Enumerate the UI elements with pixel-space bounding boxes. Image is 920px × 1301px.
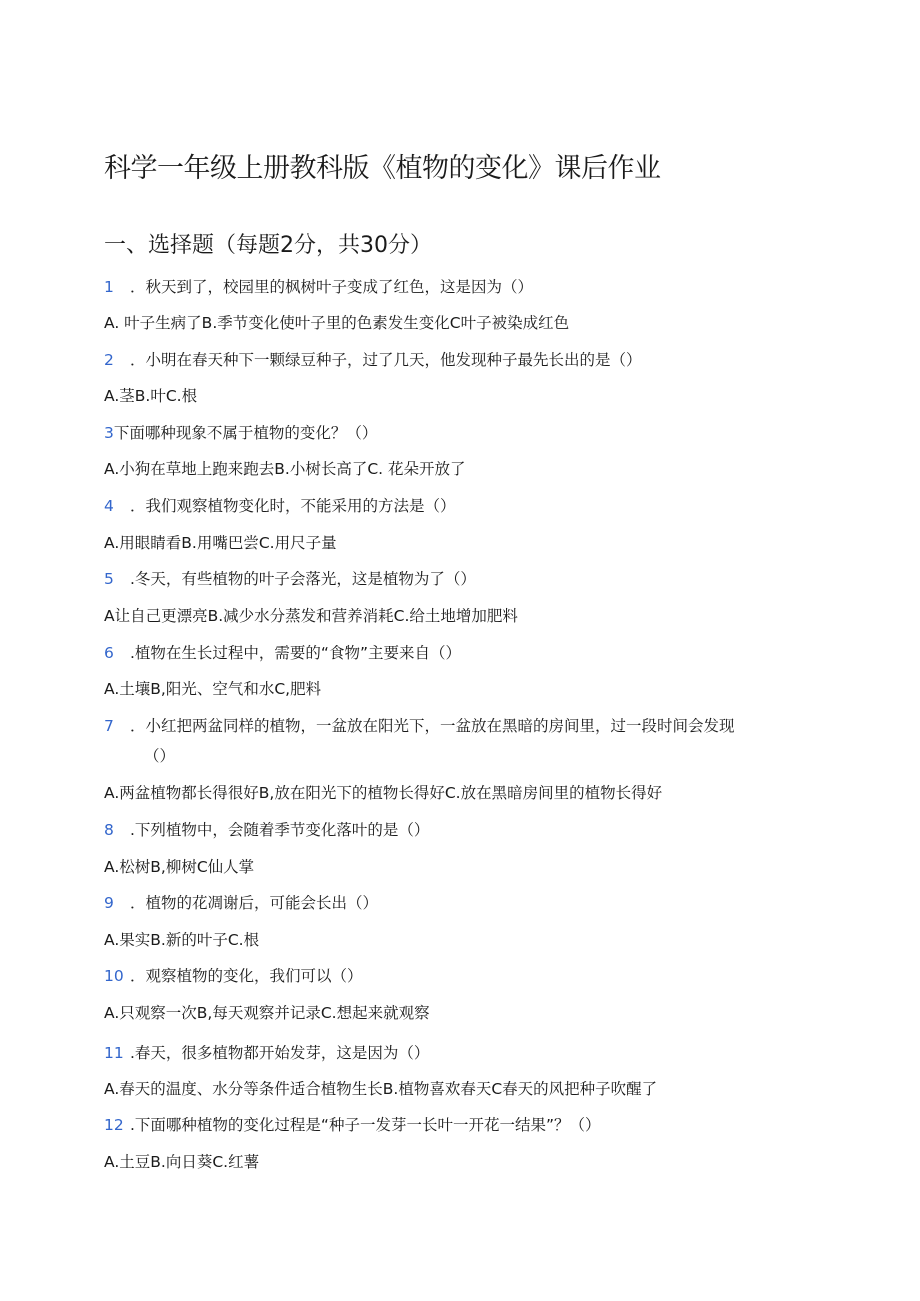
question-number: 9 [104,894,114,912]
question-number: 1 [104,278,114,296]
question-number: 3 [104,424,114,442]
question-11-options: A.春天的温度、水分等条件适合植物生长B.植物喜欢春天C春天的风把种子吹醒了 [104,1080,658,1098]
question-9 [104,893,378,913]
question-3-options: A.小狗在草地上跑来跑去B.小树长高了C. 花朵开放了 [104,460,466,478]
question-number: 4 [104,497,114,515]
question-7-options: A.两盆植物都长得很好B,放在阳光下的植物长得好C.放在黑暗房间里的植物长得好 [104,784,663,802]
question-2-options: A.茎B.叶C.根 [104,387,198,405]
question-text: ．小红把两盆同样的植物，一盆放在阳光下，一盆放在黑暗的房间里，过一段时间会发现 [130,717,735,735]
question-text: .下列植物中，会随着季节变化落叶的是（） [130,821,430,839]
question-number: 2 [104,351,114,369]
question-text: ．观察植物的变化，我们可以（） [130,967,363,985]
question-10 [104,966,363,986]
question-10-options: A.只观察一次B,每天观察并记录C.想起来就观察 [104,1004,430,1022]
question-number: 8 [104,821,114,839]
question-text: ．秋天到了，校园里的枫树叶子变成了红色，这是因为（） [130,278,534,296]
question-number: 5 [104,570,114,588]
question-2 [104,350,642,370]
question-7-continuation: （） [144,747,176,765]
question-3 [104,423,377,443]
question-text: ．我们观察植物变化时，不能采用的方法是（） [130,497,456,515]
question-4 [104,496,456,516]
question-8 [104,820,429,840]
question-4-options: A.用眼睛看B.用嘴巴尝C.用尺子量 [104,534,337,552]
question-12-options: A.土豆B.向日葵C.红薯 [104,1153,260,1171]
question-6-options: A.土壤B,阳光、空气和水C,肥料 [104,680,322,698]
question-6 [104,643,461,663]
section-heading: 一、选择题（每题2分，共30分） [104,233,432,258]
question-text: 下面哪种现象不属于植物的变化？（） [113,424,378,442]
question-number: 6 [104,644,114,662]
question-number: 11 [104,1044,124,1062]
question-text: .冬天，有些植物的叶子会落光，这是植物为了（） [130,570,476,588]
question-number: 10 [104,967,124,985]
page-title: 科学一年级上册教科版《植物的变化》课后作业 [104,153,661,184]
question-text: ．小明在春天种下一颗绿豆种子，过了几天，他发现种子最先长出的是（） [130,351,642,369]
question-text: ．植物的花凋谢后，可能会长出（） [130,894,379,912]
question-12 [104,1115,601,1135]
question-7 [104,716,735,736]
question-11 [104,1043,429,1063]
question-number: 7 [104,717,114,735]
question-text: .下面哪种植物的变化过程是“种子一发芽一长叶一开花一结果”？（） [130,1116,601,1134]
question-number: 12 [104,1116,124,1134]
question-text: .春天，很多植物都开始发芽，这是因为（） [130,1044,430,1062]
question-5 [104,569,476,589]
question-9-options: A.果实B.新的叶子C.根 [104,931,260,949]
question-1-options: A. 叶子生病了B.季节变化使叶子里的色素发生变化C叶子被染成红色 [104,314,570,332]
question-text: .植物在生长过程中，需要的“食物”主要来自（） [130,644,461,662]
question-8-options: A.松树B,柳树C仙人掌 [104,858,255,876]
question-5-options: A让自己更漂亮B.减少水分蒸发和营养消耗C.给土地增加肥料 [104,607,518,625]
question-1 [104,277,533,297]
